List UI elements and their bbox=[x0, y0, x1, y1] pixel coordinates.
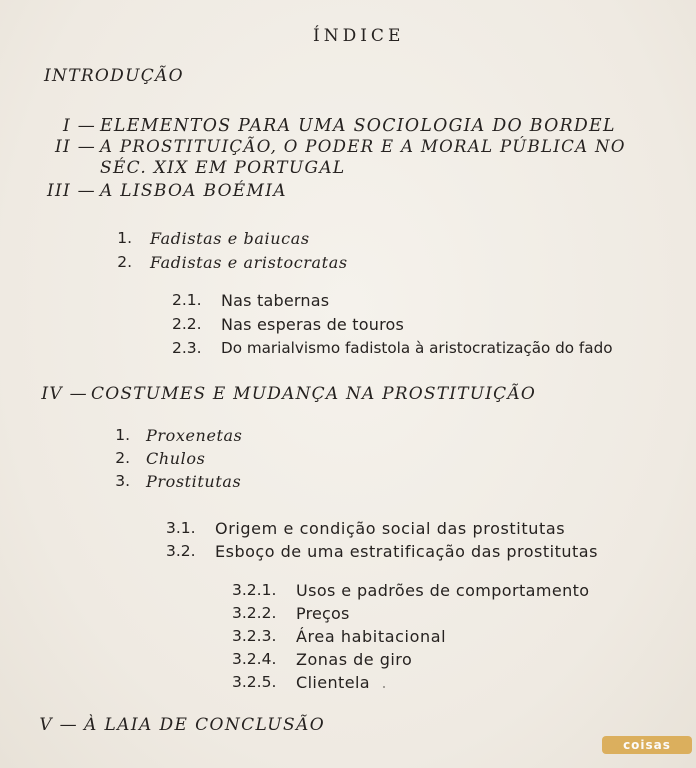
chapter-4-item-3-2-3-number: 3.2.3. bbox=[232, 627, 277, 645]
chapter-2-number: II — bbox=[54, 137, 96, 157]
chapter-5-title: À LAIA DE CONCLUSÃO bbox=[84, 715, 326, 735]
chapter-4-item-3-2-1-number: 3.2.1. bbox=[232, 581, 277, 599]
chapter-4-item-3-2-4-title: Zonas de giro bbox=[296, 650, 413, 669]
chapter-4-subsection-3-2-title: Esboço de uma estratificação das prostitutas bbox=[215, 542, 598, 561]
chapter-4-item-3-2-4-number: 3.2.4. bbox=[232, 650, 277, 668]
chapter-3-section-1-number: 1. bbox=[117, 229, 132, 247]
chapter-3-subsection-2-3-title: Do marialvismo fadistola à aristocratização do fado bbox=[221, 339, 613, 357]
chapter-3-section-1-title: Fadistas e baiucas bbox=[150, 229, 310, 248]
chapter-2-title-line1: A PROSTITUIÇÃO, O PODER E A MORAL PÚBLICA NO bbox=[100, 137, 626, 156]
print-speck bbox=[383, 686, 385, 688]
chapter-3-subsection-2-2-number: 2.2. bbox=[172, 315, 202, 333]
chapter-3-subsection-2-1-number: 2.1. bbox=[172, 291, 202, 309]
chapter-4-item-3-2-3-title: Área habitacional bbox=[296, 627, 447, 646]
chapter-3-title: A LISBOA BOÉMIA bbox=[100, 181, 287, 201]
chapter-3-subsection-2-2-title: Nas esperas de touros bbox=[221, 315, 405, 334]
chapter-4-subsection-3-1-title: Origem e condição social das prostitutas bbox=[215, 519, 566, 538]
toc-intro: INTRODUÇÃO bbox=[44, 66, 184, 86]
chapter-1-title: ELEMENTOS PARA UMA SOCIOLOGIA DO BORDEL bbox=[100, 116, 616, 136]
chapter-1-number: I — bbox=[62, 116, 96, 136]
chapter-4-section-1-title: Proxenetas bbox=[146, 426, 243, 445]
chapter-4-section-3-title: Prostitutas bbox=[146, 472, 242, 491]
chapter-4-subsection-3-1-number: 3.1. bbox=[166, 519, 196, 537]
chapter-3-number: III — bbox=[46, 181, 96, 201]
chapter-2-title-line2: SÉC. XIX EM PORTUGAL bbox=[100, 158, 346, 178]
chapter-4-section-3-number: 3. bbox=[115, 472, 130, 490]
chapter-4-section-2-number: 2. bbox=[115, 449, 130, 467]
chapter-5-number: V — bbox=[39, 715, 78, 735]
chapter-3-subsection-2-1-title: Nas tabernas bbox=[221, 291, 330, 310]
chapter-4-item-3-2-5-number: 3.2.5. bbox=[232, 673, 277, 691]
chapter-4-section-2-title: Chulos bbox=[146, 449, 206, 468]
page-title: ÍNDICE bbox=[313, 26, 405, 46]
chapter-3-section-2-title: Fadistas e aristocratas bbox=[150, 253, 348, 272]
chapter-4-item-3-2-2-title: Preços bbox=[296, 604, 350, 623]
chapter-4-title: COSTUMES E MUDANÇA NA PROSTITUIÇÃO bbox=[91, 384, 536, 404]
chapter-4-number: IV — bbox=[41, 384, 88, 404]
chapter-4-section-1-number: 1. bbox=[115, 426, 130, 444]
chapter-3-subsection-2-3-number: 2.3. bbox=[172, 339, 202, 357]
chapter-4-item-3-2-5-title: Clientela bbox=[296, 673, 371, 692]
chapter-4-subsection-3-2-number: 3.2. bbox=[166, 542, 196, 560]
chapter-4-item-3-2-2-number: 3.2.2. bbox=[232, 604, 277, 622]
chapter-3-section-2-number: 2. bbox=[117, 253, 132, 271]
chapter-4-item-3-2-1-title: Usos e padrões de comportamento bbox=[296, 581, 590, 600]
watermark-logo: coisas bbox=[602, 736, 692, 754]
